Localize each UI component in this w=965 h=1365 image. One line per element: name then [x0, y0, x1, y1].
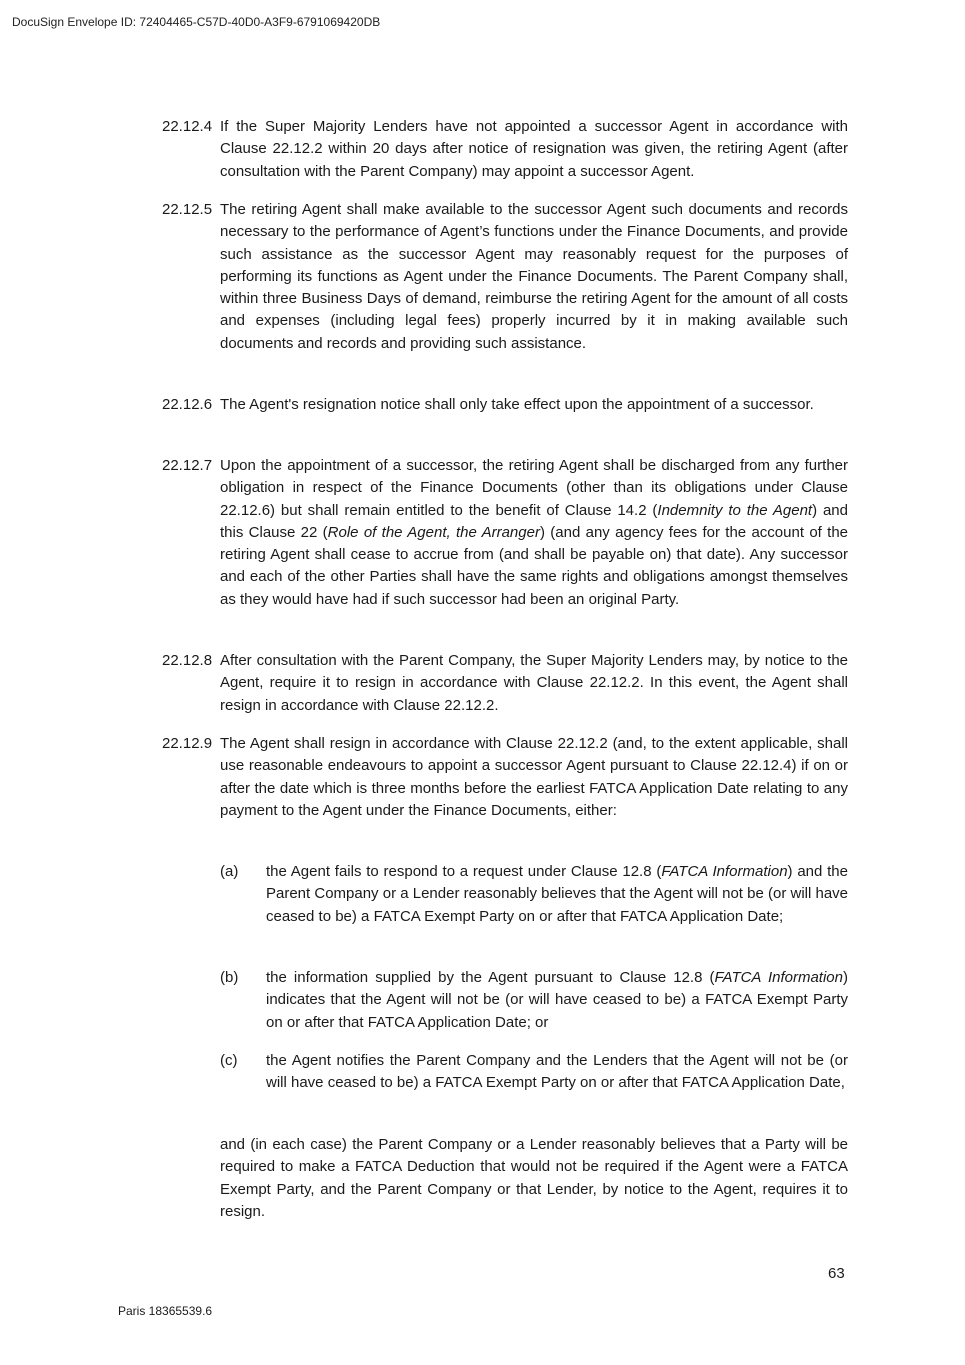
clause-22-12-9	[162, 733, 848, 822]
subclause-text	[266, 861, 848, 928]
subclause-text	[266, 1050, 848, 1095]
text-run: After consultation with the Parent Company, the Super Majority Lenders may, by notice to the Agent, require it to resign in accordance with Clause 22.12.2. In this event, the Agent shall resign in accordance with Clause 22.12.2.	[220, 652, 848, 714]
text-run: The Agent shall resign in accordance with Clause 22.12.2 (and, to the extent applicable, shall use reasonable endeavours to appoint a successor Agent pursuant to Clause 22.12.4) if on or after the date which is three months before the earliest FATCA Application Date relating to any payment to the Agent under the Finance Documents, either:	[220, 735, 848, 819]
text-run: ) and this Clause 22 (	[220, 501, 848, 541]
text-run: If the Super Majority Lenders have not appointed a successor Agent in accordance with Clause 22.12.2 within 20 days after notice of resignation was given, the retiring Agent (after consultation with the Parent Company) may appoint a successor Agent.	[220, 118, 848, 180]
clause-number: 22.12.7	[162, 457, 213, 474]
text-run: ) and the Parent Company or a Lender reasonably believes that the Agent will not be (or will have ceased to be) a FATCA Exempt Party on or after that FATCA Application Date;	[266, 863, 849, 925]
clause-text	[220, 394, 848, 416]
subclause-label: (b)	[220, 969, 239, 986]
subclause-b	[220, 967, 848, 1034]
closing-paragraph: and (in each case) the Parent Company or a Lender reasonably believes that a Party will be required to make a FATCA Deduction that would not be required if the Agent were a FATCA Exempt Party, and the Parent Company or that Lender, by notice to the Agent, requires it to resign.	[220, 1136, 848, 1220]
italic-reference: Role of the Agent, the Arranger	[327, 523, 540, 541]
clause-number: 22.12.9	[162, 735, 213, 752]
subclause-a	[220, 861, 848, 928]
clause-number: 22.12.4	[162, 118, 213, 135]
text-run: The Agent's resignation notice shall only take effect upon the appointment of a successor.	[220, 396, 814, 413]
italic-reference: FATCA Information	[661, 863, 788, 880]
text-run: the information supplied by the Agent pursuant to Clause 12.8 (	[266, 969, 715, 986]
text-run: the Agent fails to respond to a request under Clause 12.8 (	[266, 863, 662, 880]
subclause-label: (a)	[220, 863, 239, 880]
clause-text	[220, 650, 848, 717]
italic-reference: Indemnity to the Agent	[657, 501, 813, 519]
clause-number: 22.12.8	[162, 652, 213, 669]
text-run: ) (and any agency fees for the account of the retiring Agent shall cease to accrue from (and shall be payable on) that date). Any successor and each of the other Parties shall have the same rights and obligations amongst themselves as they would have had if such successor had been an original Party.	[220, 523, 849, 608]
clause-22-12-7	[162, 455, 848, 611]
text-run: the Agent notifies the Parent Company and the Lenders that the Agent will not be (or will have ceased to be) a FATCA Exempt Party on or after that FATCA Application Date,	[266, 1052, 848, 1092]
clause-text	[220, 733, 848, 822]
document-reference: Paris 18365539.6	[118, 1304, 213, 1318]
text-run: ) indicates that the Agent will not be (or will have ceased to be) a FATCA Exempt Party on or after that FATCA Application Date; or	[266, 969, 848, 1031]
clause-text	[220, 116, 848, 183]
clause-22-12-5	[162, 199, 848, 355]
text-run: Upon the appointment of a successor, the retiring Agent shall be discharged from any further obligation in respect of the Finance Documents (other than its obligations under Clause 22.12.6) but shall remain entitled to the benefit of Clause 14.2 (	[220, 457, 848, 519]
clause-text	[220, 199, 848, 355]
subclause-text	[266, 967, 848, 1034]
page-number: 63	[828, 1265, 845, 1282]
italic-reference: FATCA Information	[714, 969, 843, 986]
clause-22-12-8	[162, 650, 848, 717]
clause-number: 22.12.6	[162, 396, 213, 413]
text-run: The retiring Agent shall make available to the successor Agent such documents and records necessary to the performance of Agent’s functions under the Finance Documents, and provide such assistance as the successor Agent may reasonably request for the purposes of performing its functions as Agent under the Finance Documents. The Parent Company shall, within three Business Days of demand, reimburse the retiring Agent for the amount of all costs and expenses (including legal fees) properly incurred by it in making available such documents and records and providing such assistance.	[220, 201, 848, 352]
clause-number: 22.12.5	[162, 201, 213, 218]
clause-22-12-4	[162, 116, 848, 183]
subclause-label: (c)	[220, 1052, 238, 1069]
docusign-envelope-id: DocuSign Envelope ID: 72404465-C57D-40D0-A3F9-6791069420DB	[12, 15, 381, 29]
subclause-c	[220, 1050, 848, 1095]
clause-22-12-6	[162, 394, 848, 416]
clause-text	[220, 455, 848, 611]
